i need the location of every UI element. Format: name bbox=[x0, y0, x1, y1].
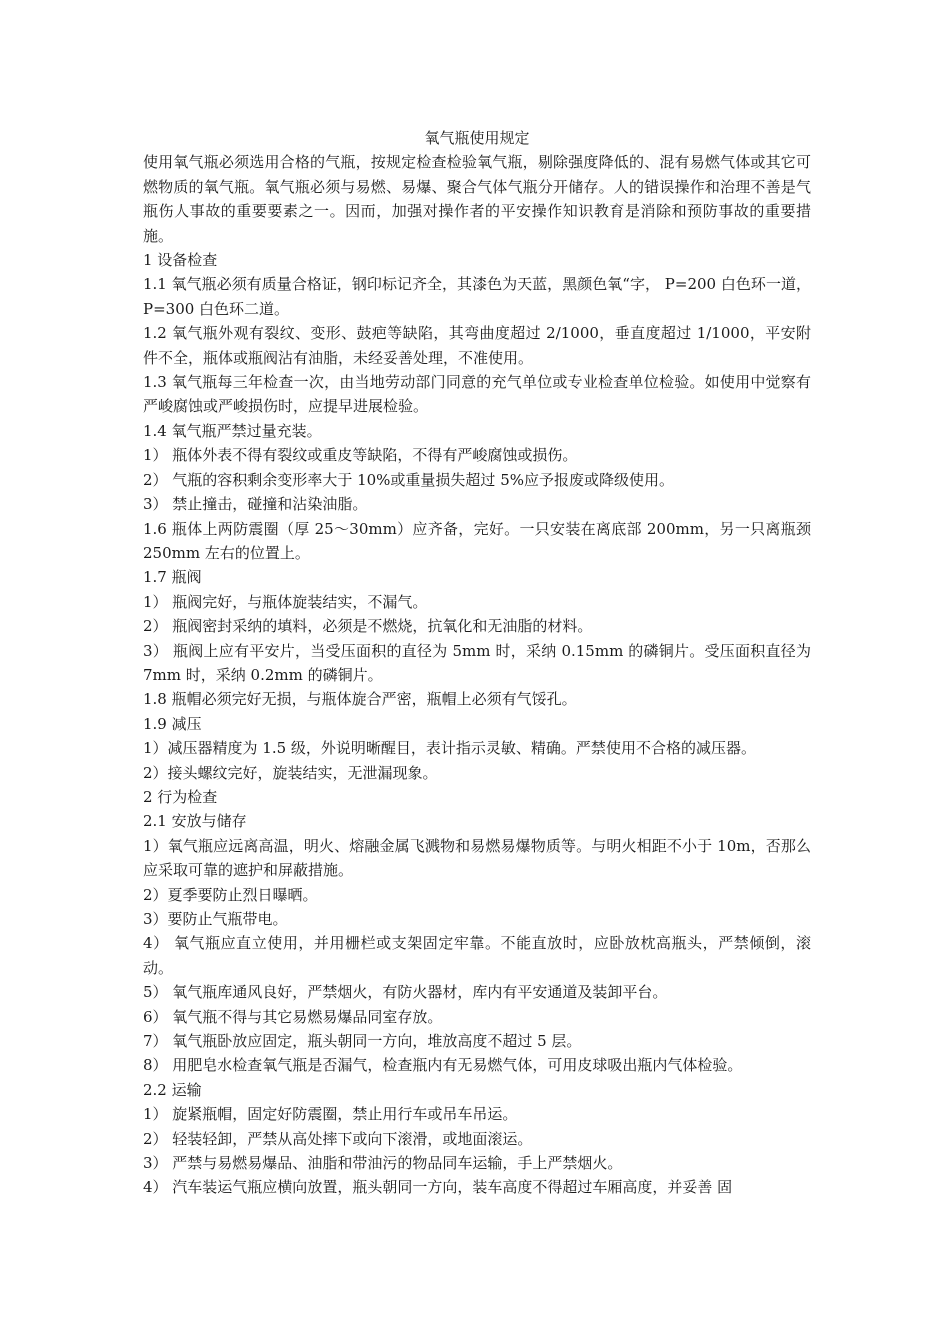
paragraph-list bbox=[143, 150, 811, 1199]
paragraph: 4） 汽车装运气瓶应横向放置，瓶头朝同一方向，装车高度不得超过车厢高度，并妥善 固 bbox=[143, 1178, 733, 1197]
paragraph: 1）氧气瓶应远离高温，明火、熔融金属飞溅物和易燃易爆物质等。与明火相距不小于 10m，否那么应采取可靠的遮护和屏蔽措施。 bbox=[143, 836, 811, 880]
paragraph: 3） 瓶阀上应有平安片，当受压面积的直径为 5mm 时，采纳 0.15mm 的磷铜片。受压面积直径为 7mm 时，采纳 0.2mm 的磷铜片。 bbox=[143, 641, 811, 684]
document-title: 氧气瓶使用规定 bbox=[424, 129, 530, 147]
paragraph: 1.9 减压 bbox=[143, 714, 202, 733]
paragraph: 2 行为检查 bbox=[143, 787, 218, 806]
paragraph: 1.4 氧气瓶严禁过量充装。 bbox=[143, 421, 322, 440]
document-body bbox=[143, 126, 811, 1200]
paragraph: 1）减压器精度为 1.5 级，外说明晰醒目，表计指示灵敏、精确。严禁使用不合格的减压器。 bbox=[143, 739, 756, 758]
paragraph: 1.6 瓶体上两防震圈（厚 25～30mm）应齐备，完好。一只安装在离底部 200mm，另一只离瓶颈 250mm 左右的位置上。 bbox=[143, 519, 811, 562]
paragraph: 2）接头螺纹完好，旋装结实，无泄漏现象。 bbox=[143, 763, 438, 782]
paragraph: 1） 瓶阀完好，与瓶体旋装结实，不漏气。 bbox=[143, 592, 428, 611]
paragraph: 1 设备检查 bbox=[143, 251, 218, 270]
paragraph: 2） 轻装轻卸，严禁从高处摔下或向下滚滑，或地面滚运。 bbox=[143, 1129, 533, 1148]
paragraph: 3）要防止气瓶带电。 bbox=[143, 910, 288, 928]
paragraph: 7） 氧气瓶卧放应固定，瓶头朝同一方向，堆放高度不超过 5 层。 bbox=[143, 1032, 582, 1051]
paragraph: 2.2 运输 bbox=[143, 1080, 202, 1099]
paragraph: 1.3 氧气瓶每三年检查一次，由当地劳动部门同意的充气单位或专业检查单位检验。如使用中觉察有严峻腐蚀或严峻损伤时，应提早进展检验。 bbox=[143, 373, 811, 416]
paragraph: 1.1 氧气瓶必须有质量合格证，钢印标记齐全，其漆色为天蓝，黑颜色氧“字， P=200 白色环一道，P=300 白色环二道。 bbox=[143, 275, 811, 318]
paragraph: 1） 旋紧瓶帽，固定好防震圈，禁止用行车或吊车吊运。 bbox=[143, 1105, 518, 1124]
paragraph: 2） 气瓶的容积剩余变形率大于 10%或重量损失超过 5%应予报废或降级使用。 bbox=[143, 470, 674, 489]
paragraph: 1.8 瓶帽必须完好无损，与瓶体旋合严密，瓶帽上必须有气馁孔。 bbox=[143, 690, 577, 709]
paragraph: 5） 氧气瓶库通风良好，严禁烟火，有防火器材，库内有平安通道及装卸平台。 bbox=[143, 983, 668, 1002]
paragraph: 2）夏季要防止烈日曝晒。 bbox=[143, 885, 318, 904]
paragraph: 6） 氧气瓶不得与其它易燃易爆品同室存放。 bbox=[143, 1007, 443, 1026]
paragraph: 2） 瓶阀密封采纳的填料，必须是不燃烧，抗氧化和无油脂的材料。 bbox=[143, 617, 593, 636]
paragraph: 2.1 安放与储存 bbox=[143, 812, 247, 831]
paragraph: 1.7 瓶阀 bbox=[143, 568, 202, 587]
paragraph: 3） 禁止撞击，碰撞和沾染油脂。 bbox=[143, 495, 368, 514]
paragraph: 3） 严禁与易燃易爆品、油脂和带油污的物品同车运输，手上严禁烟火。 bbox=[143, 1154, 623, 1173]
paragraph: 4） 氧气瓶应直立使用，并用栅栏或支架固定牢靠。不能直放时，应卧放枕高瓶头，严禁倾倒，滚动。 bbox=[143, 934, 811, 977]
paragraph: 1） 瓶体外表不得有裂纹或重皮等缺陷，不得有严峻腐蚀或损伤。 bbox=[143, 446, 578, 465]
paragraph: 1.2 氧气瓶外观有裂纹、变形、鼓疤等缺陷，其弯曲度超过 2/1000，垂直度超过 1/1000，平安附件不全，瓶体或瓶阀沾有油脂，未经妥善处理，不准使用。 bbox=[143, 324, 811, 367]
paragraph: 使用氧气瓶必须选用合格的气瓶，按规定检查检验氧气瓶，剔除强度降低的、混有易燃气体或其它可燃物质的氧气瓶。氧气瓶必须与易燃、易爆、聚合气体气瓶分开储存。人的错误操作和治理不善是气瓶伤人事故的重要要素之一。因而，加强对操作者的平安操作知识教育是消除和预防事故的重要措施。 bbox=[143, 153, 811, 245]
paragraph: 8） 用肥皂水检查氧气瓶是否漏气，检查瓶内有无易燃气体，可用皮球吸出瓶内气体检验。 bbox=[143, 1056, 743, 1075]
